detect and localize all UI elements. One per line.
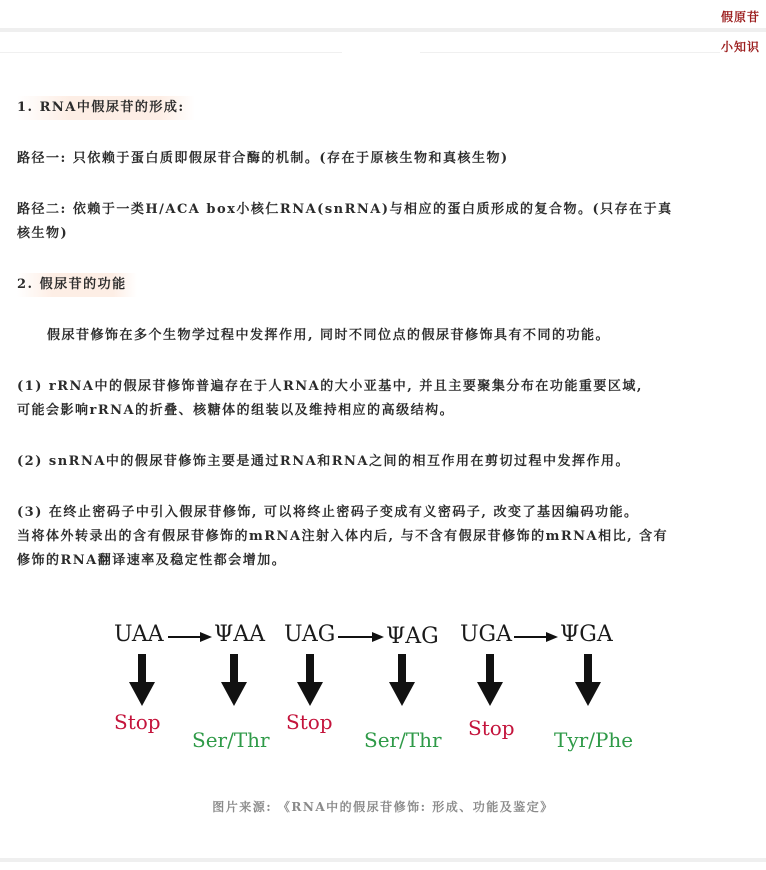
codon-modified-2: ΨAG bbox=[386, 624, 439, 649]
codon-original-3: UGA bbox=[460, 622, 513, 647]
section1-heading: 1. RNA中假尿苷的形成: bbox=[17, 96, 195, 120]
result-aa-2: Ser/Thr bbox=[364, 728, 442, 752]
bottom-divider-bar bbox=[0, 858, 766, 862]
down-arrow-icon bbox=[388, 654, 416, 706]
item2-paragraph: (2) snRNA中的假尿苷修饰主要是通过RNA和RNA之间的相互作用在剪切过程中发挥作用。 bbox=[17, 454, 630, 469]
item1-line2: 可能会影响rRNA的折叠、核糖体的组装以及维持相应的高级结构。 bbox=[17, 403, 455, 418]
item3-line2: 当将体外转录出的含有假尿苷修饰的mRNA注射入体内后, 与不含有假尿苷修饰的mRNA相比, 含有 bbox=[17, 529, 669, 544]
result-aa-3: Tyr/Phe bbox=[554, 728, 634, 752]
down-arrow-icon bbox=[220, 654, 248, 706]
image-source-caption: 图片来源: 《RNA中的假尿苷修饰: 形成、功能及鉴定》 bbox=[212, 800, 554, 814]
path2-paragraph-line1: 路径二: 依赖于一类H/ACA box小核仁RNA(snRNA)与相应的蛋白质形成的复合物。(只存在于真 bbox=[17, 202, 673, 217]
corner-tag-line1: 假原苷 bbox=[720, 10, 760, 24]
result-stop-1: Stop bbox=[114, 710, 161, 734]
result-stop-3: Stop bbox=[468, 716, 515, 740]
item3-line3: 修饰的RNA翻译速率及稳定性都会增加。 bbox=[17, 553, 287, 568]
intro-paragraph: 假尿苷修饰在多个生物学过程中发挥作用, 同时不同位点的假尿苷修饰具有不同的功能。 bbox=[47, 328, 611, 343]
pseudouridine-codon-diagram bbox=[112, 622, 652, 762]
top-rule-left bbox=[0, 52, 342, 53]
path1-paragraph: 路径一: 只依赖于蛋白质即假尿苷合酶的机制。(存在于原核生物和真核生物) bbox=[17, 151, 509, 166]
section2-heading: 2. 假尿苷的功能 bbox=[17, 273, 137, 297]
corner-tag-line2: 小知识 bbox=[720, 40, 760, 54]
codon-modified-3: ΨGA bbox=[560, 622, 613, 647]
right-arrow-icon bbox=[168, 630, 212, 644]
down-arrow-icon bbox=[574, 654, 602, 706]
codon-modified-1: ΨAA bbox=[214, 622, 266, 647]
down-arrow-icon bbox=[128, 654, 156, 706]
article-body bbox=[17, 96, 747, 573]
item3-line1: (3) 在终止密码子中引入假尿苷修饰, 可以将终止密码子变成有义密码子, 改变了基因编码功能。 bbox=[17, 505, 639, 520]
path2-paragraph-line2: 核生物) bbox=[17, 226, 69, 241]
right-arrow-icon bbox=[514, 630, 558, 644]
top-divider-bar bbox=[0, 28, 766, 32]
down-arrow-icon bbox=[476, 654, 504, 706]
item1-line1: (1) rRNA中的假尿苷修饰普遍存在于人RNA的大小亚基中, 并且主要聚集分布在功能重要区域, bbox=[17, 379, 643, 394]
top-rule-right bbox=[420, 52, 720, 53]
right-arrow-icon bbox=[338, 630, 384, 644]
result-stop-2: Stop bbox=[286, 710, 333, 734]
codon-original-2: UAG bbox=[284, 622, 336, 647]
codon-original-1: UAA bbox=[114, 622, 164, 647]
result-aa-1: Ser/Thr bbox=[192, 728, 270, 752]
down-arrow-icon bbox=[296, 654, 324, 706]
